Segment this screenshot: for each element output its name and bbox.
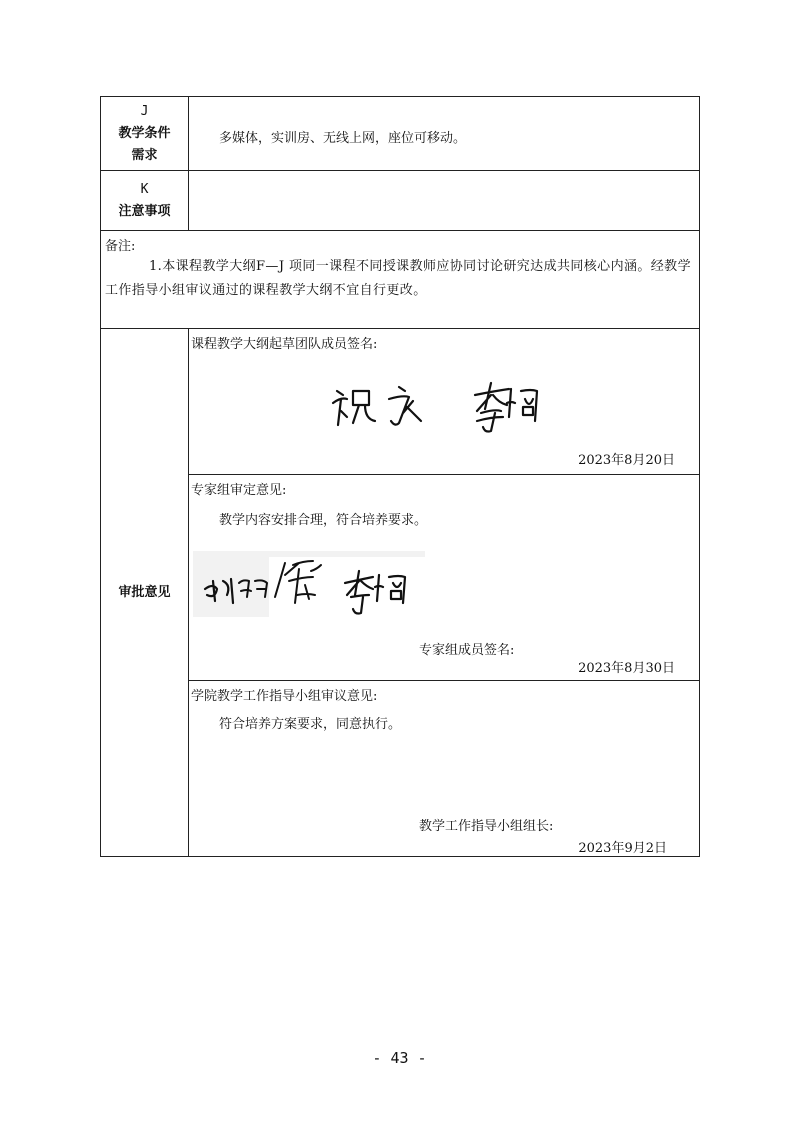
row-college-group [101,681,700,857]
teaching-conditions-label [101,97,189,171]
expert-group-cell [189,475,700,681]
row-remarks [101,231,700,329]
teaching-conditions-label-line1: 教学条件 [118,125,171,141]
teaching-conditions-text: 多媒体，实训房、无线上网，座位可移动。 [219,131,467,146]
row-code-k: K [140,181,149,197]
notes-matters-label [101,171,189,231]
approval-label: 审批意见 [101,329,189,857]
expert-group-title: 专家组审定意见: [191,483,287,498]
row-notes-matters [101,171,700,231]
drafting-team-signature [331,377,561,435]
drafting-team-cell [189,329,700,475]
row-code-j: J [140,103,149,119]
drafting-team-title: 课程教学大纲起草团队成员签名: [191,337,378,352]
college-group-sign-label: 教学工作指导小组组长: [419,819,554,834]
row-drafting-team [101,329,700,475]
teaching-conditions-label-line2: 需求 [131,147,158,163]
college-group-cell [189,681,700,857]
expert-group-opinion: 教学内容安排合理，符合培养要求。 [219,513,428,528]
college-group-opinion: 符合培养方案要求，同意执行。 [219,717,402,732]
expert-group-signatures [193,551,425,617]
syllabus-approval-table [100,96,700,857]
expert-group-sign-label: 专家组成员签名: [419,643,515,658]
college-group-date: 2023年9月2日 [578,841,667,856]
remarks-text: 1.本课程教学大纲F—J 项同一课程不同授课教师应协同讨论研究达成共同核心内涵。经教学工作指导小组审议通过的课程教学大纲不宜自行更改。 [105,259,691,298]
row-expert-group [101,475,700,681]
drafting-team-date: 2023年8月20日 [578,453,675,468]
teaching-conditions-cell [189,97,700,171]
remarks-cell [101,231,700,329]
page-number: - 43 - [372,1049,427,1067]
row-teaching-conditions [101,97,700,171]
notes-matters-label-text: 注意事项 [118,203,171,219]
remarks-heading: 备注: [105,239,136,254]
expert-group-date: 2023年8月30日 [578,661,675,676]
notes-matters-cell [189,171,700,231]
college-group-title: 学院教学工作指导小组审议意见: [191,689,378,704]
